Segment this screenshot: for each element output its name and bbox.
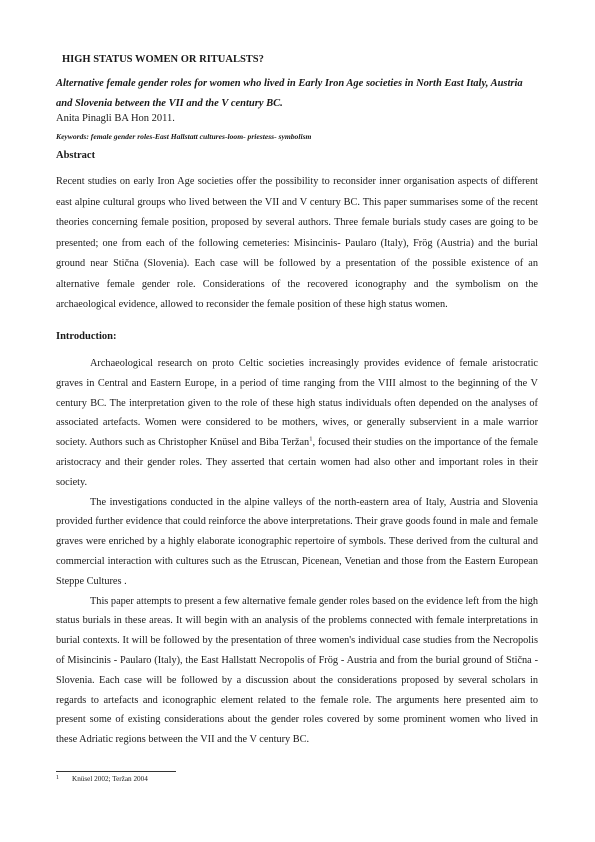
paper-subtitle: Alternative female gender roles for women who lived in Early Iron Age societies in North East Italy, Austria and Slovenia between the VII and the V century BC. (56, 78, 523, 109)
footnote-divider (56, 771, 176, 772)
introduction-heading: Introduction: (56, 331, 117, 342)
intro-paragraph-2: The investigations conducted in the alpine valleys of the north-eastern area of Italy, Austria and Slovenia provided further evidence that could reinforce the above interpretations. Their grave goods found in male and female graves were enriched by a highly elaborate iconographic repertoire of symbols. These derived from the cultural and commercial interaction with cultures such as the Etruscan, Picenean, Venetian and those from the Eastern European Steppe Cultures . (56, 496, 538, 587)
introduction-body (56, 354, 538, 750)
intro-paragraph-1-part-a: Archaeological research on proto Celtic societies increasingly provides evidence of female aristocratic graves in Central and Eastern Europe, in a period of time ranging from the VIII almost to the beginning of the V century BC. The interpretation given to the role of these high status individuals often depended on the analyses of associated artefacts. Women were considered to be mothers, wives, or generally subservient in a male warrior society. Authors such as Christopher Knüsel and Biba Teržan (56, 358, 538, 449)
intro-paragraph-1 (56, 354, 538, 493)
intro-paragraph-3: This paper attempts to present a few alternative female gender roles based on the evidence left from the high status burials in these areas. It will begin with an analysis of the problems connected with female interpretations in burial contexts. It will be followed by the presentation of three women's individual case studies from the Necropolis of Misincinis - Paularo (Italy), the East Hallstatt Necropolis of Frög - Austria and from the burial ground of Stična - Slovenia. Each case will be followed by a discussion about the considerations proposed by several scholars in regards to artefacts and iconographic element related to the female role. The arguments here presented aim to present some of existing considerations about the gender roles covered by some prominent women who lived in these Adriatic regions between the VII and the V century BC. (56, 595, 538, 746)
paper-title: HIGH STATUS WOMEN OR RITUALSTS? (62, 54, 264, 65)
abstract-text: Recent studies on early Iron Age societies offer the possibility to reconsider inner organisation aspects of different east alpine cultural groups who lived between the VII and V century BC. This paper summarises some of the recent theories concerning female position, proposed by several authors. Three female burials study cases are going to be presented; one from each of the following cemeteries: Misincinis- Paularo (Italy), Frög (Austria) and the burial ground near Stična (Slovenia). Each case will be followed by a presentation of the possible existence of an alternative female gender role. Considerations of the recovered iconography and the symbolism on the archaeological evidence, allowed to reconsider the female position of these high status women. (56, 176, 538, 310)
footnote-number: 1 (56, 775, 59, 781)
intro-paragraph-1-part-b: , focused their studies on the importance of the female aristocracy and their gender roles. They asserted that certain women had also other and important roles in their society. (56, 437, 538, 488)
footnote-text: Knüsel 2002; Teržan 2004 (72, 775, 148, 783)
footnote (56, 775, 148, 783)
abstract-heading: Abstract (56, 150, 96, 161)
author-line: Anita Pinagli BA Hon 2011. (56, 113, 175, 124)
footnote-reference[interactable]: 1 (309, 435, 313, 443)
keywords-line: Keywords: female gender roles-East Hallstatt cultures-loom- priestess- symbolism (56, 132, 312, 141)
